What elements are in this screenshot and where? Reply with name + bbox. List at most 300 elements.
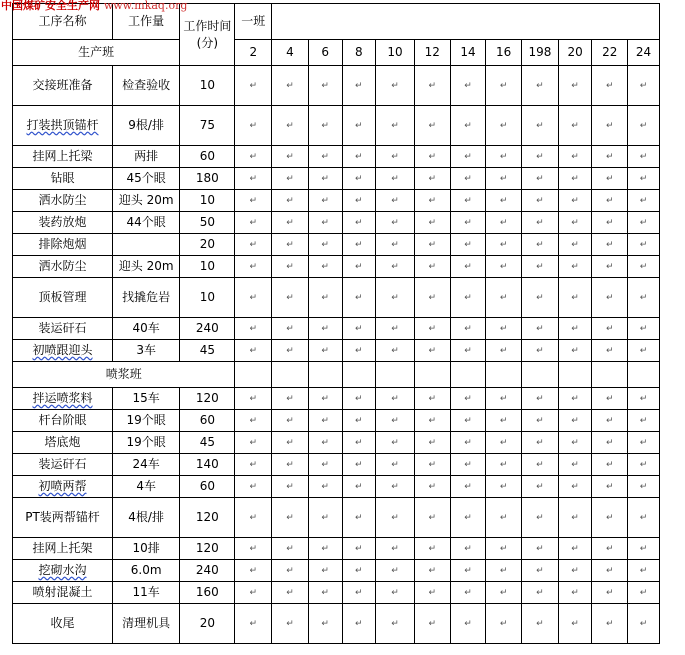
paragraph-mark: ↵ (605, 81, 614, 91)
hour-header-cell: 4 (272, 40, 309, 66)
paragraph-mark: ↵ (605, 513, 614, 523)
schedule-cell (272, 66, 309, 106)
paragraph-mark: ↵ (536, 566, 544, 576)
schedule-cell (558, 190, 592, 212)
paragraph-mark: ↵ (391, 152, 399, 162)
paragraph-mark: ↵ (286, 262, 294, 272)
schedule-cell (592, 106, 628, 146)
task-name-text: 洒水防尘 (38, 193, 87, 207)
paragraph-mark: ↵ (536, 81, 544, 91)
paragraph-mark: ↵ (286, 218, 294, 228)
task-row (13, 560, 660, 582)
paragraph-mark: ↵ (571, 482, 579, 492)
schedule-cell (558, 278, 592, 318)
schedule-cell (308, 318, 342, 340)
task-row (13, 190, 660, 212)
schedule-cell (450, 454, 486, 476)
paragraph-mark: ↵ (536, 174, 544, 184)
schedule-cell (414, 410, 450, 432)
production-shift-row (13, 40, 660, 66)
paragraph-mark: ↵ (391, 262, 399, 272)
task-name (13, 256, 113, 278)
schedule-cell (450, 432, 486, 454)
task-workload: 找撬危岩 (112, 278, 179, 318)
hour-header-cell: 6 (308, 40, 342, 66)
paragraph-mark: ↵ (286, 588, 294, 598)
schedule-cell (272, 432, 309, 454)
schedule-cell (486, 256, 522, 278)
task-name (13, 498, 113, 538)
paragraph-mark: ↵ (499, 566, 508, 576)
task-name (13, 190, 113, 212)
paragraph-mark: ↵ (321, 513, 329, 523)
paragraph-mark: ↵ (321, 262, 329, 272)
schedule-cell (522, 146, 559, 168)
schedule-cell (486, 432, 522, 454)
task-row (13, 476, 660, 498)
schedule-cell (376, 362, 415, 388)
task-name-text: 喷射混凝土 (32, 585, 93, 599)
paragraph-mark: ↵ (391, 394, 399, 404)
header-process-name: 工序名称 (13, 4, 113, 40)
task-time: 160 (180, 582, 235, 604)
paragraph-mark: ↵ (391, 513, 399, 523)
task-time: 60 (180, 410, 235, 432)
paragraph-mark: ↵ (605, 566, 614, 576)
schedule-cell (272, 582, 309, 604)
paragraph-mark: ↵ (428, 619, 437, 629)
schedule-cell (342, 66, 376, 106)
schedule-cell (628, 538, 660, 560)
task-workload: 迎头 20m (112, 256, 179, 278)
task-workload (112, 234, 179, 256)
schedule-cell (272, 454, 309, 476)
paragraph-mark: ↵ (249, 152, 258, 162)
paragraph-mark: ↵ (605, 482, 614, 492)
paragraph-mark: ↵ (464, 346, 472, 356)
paragraph-mark: ↵ (571, 416, 579, 426)
schedule-cell (628, 256, 660, 278)
schedule-cell (272, 106, 309, 146)
schedule-cell (308, 582, 342, 604)
schedule-cell (272, 560, 309, 582)
section-label: 喷浆班 (13, 362, 235, 388)
schedule-cell (450, 388, 486, 410)
paragraph-mark: ↵ (286, 324, 294, 334)
schedule-cell (628, 318, 660, 340)
schedule-cell (628, 454, 660, 476)
paragraph-mark: ↵ (464, 544, 472, 554)
task-row (13, 234, 660, 256)
paragraph-mark: ↵ (499, 460, 508, 470)
paragraph-mark: ↵ (499, 174, 508, 184)
paragraph-mark: ↵ (536, 240, 544, 250)
schedule-cell (414, 106, 450, 146)
task-name (13, 432, 113, 454)
task-time: 240 (180, 560, 235, 582)
task-workload: 检查验收 (112, 66, 179, 106)
paragraph-mark: ↵ (605, 240, 614, 250)
schedule-cell (592, 454, 628, 476)
schedule-cell (308, 410, 342, 432)
hour-header-cell: 2 (235, 40, 272, 66)
schedule-cell (414, 432, 450, 454)
task-row (13, 106, 660, 146)
schedule-cell (414, 498, 450, 538)
paragraph-mark: ↵ (428, 566, 437, 576)
schedule-cell (522, 388, 559, 410)
paragraph-mark: ↵ (391, 196, 399, 206)
paragraph-mark: ↵ (571, 81, 579, 91)
schedule-cell (235, 388, 272, 410)
schedule-cell (450, 256, 486, 278)
paragraph-mark: ↵ (464, 460, 472, 470)
paragraph-mark: ↵ (536, 196, 544, 206)
paragraph-mark: ↵ (249, 513, 258, 523)
task-row (13, 256, 660, 278)
schedule-cell (308, 256, 342, 278)
header-work-time: 工作时间(分) (180, 4, 235, 66)
paragraph-mark: ↵ (639, 262, 648, 272)
paragraph-mark: ↵ (355, 513, 363, 523)
schedule-cell (414, 278, 450, 318)
task-row (13, 146, 660, 168)
paragraph-mark: ↵ (605, 438, 614, 448)
schedule-cell (522, 604, 559, 644)
schedule-cell (592, 538, 628, 560)
paragraph-mark: ↵ (605, 196, 614, 206)
task-name-text: 拌运喷浆料 (32, 391, 93, 405)
paragraph-mark: ↵ (464, 394, 472, 404)
schedule-cell (342, 256, 376, 278)
paragraph-mark: ↵ (355, 81, 363, 91)
schedule-cell (522, 362, 559, 388)
paragraph-mark: ↵ (286, 513, 294, 523)
paragraph-mark: ↵ (249, 262, 258, 272)
paragraph-mark: ↵ (571, 152, 579, 162)
paragraph-mark: ↵ (391, 566, 399, 576)
schedule-cell (272, 234, 309, 256)
schedule-cell (522, 212, 559, 234)
paragraph-mark: ↵ (355, 460, 363, 470)
schedule-cell (235, 476, 272, 498)
paragraph-mark: ↵ (605, 619, 614, 629)
schedule-cell (308, 212, 342, 234)
paragraph-mark: ↵ (321, 324, 329, 334)
paragraph-mark: ↵ (499, 394, 508, 404)
paragraph-mark: ↵ (428, 438, 437, 448)
paragraph-mark: ↵ (571, 196, 579, 206)
schedule-cell (486, 106, 522, 146)
paragraph-mark: ↵ (321, 121, 329, 131)
schedule-cell (342, 560, 376, 582)
schedule-cell (414, 362, 450, 388)
schedule-cell (486, 410, 522, 432)
paragraph-mark: ↵ (391, 174, 399, 184)
schedule-cell (450, 190, 486, 212)
task-workload: 40车 (112, 318, 179, 340)
paragraph-mark: ↵ (571, 438, 579, 448)
schedule-cell (272, 410, 309, 432)
task-name (13, 582, 113, 604)
task-workload: 4车 (112, 476, 179, 498)
schedule-cell (592, 190, 628, 212)
schedule-cell (272, 190, 309, 212)
task-workload: 9根/排 (112, 106, 179, 146)
paragraph-mark: ↵ (639, 81, 648, 91)
schedule-cell (235, 340, 272, 362)
hour-header-cell: 10 (376, 40, 415, 66)
task-row (13, 432, 660, 454)
schedule-cell (342, 476, 376, 498)
task-name (13, 212, 113, 234)
task-row (13, 278, 660, 318)
schedule-cell (450, 560, 486, 582)
task-name (13, 234, 113, 256)
task-workload: 10排 (112, 538, 179, 560)
paragraph-mark: ↵ (249, 588, 258, 598)
hour-header-cell: 198 (522, 40, 559, 66)
paragraph-mark: ↵ (536, 218, 544, 228)
task-time: 45 (180, 340, 235, 362)
schedule-cell (414, 538, 450, 560)
paragraph-mark: ↵ (536, 482, 544, 492)
paragraph-mark: ↵ (639, 240, 648, 250)
paragraph-mark: ↵ (249, 394, 258, 404)
schedule-cell (235, 560, 272, 582)
task-time: 120 (180, 538, 235, 560)
schedule-cell (342, 212, 376, 234)
schedule-cell (486, 560, 522, 582)
schedule-cell (272, 146, 309, 168)
task-time: 240 (180, 318, 235, 340)
paragraph-mark: ↵ (464, 416, 472, 426)
schedule-cell (558, 318, 592, 340)
paragraph-mark: ↵ (286, 416, 294, 426)
task-workload: 迎头 20m (112, 190, 179, 212)
paragraph-mark: ↵ (536, 544, 544, 554)
schedule-cell (235, 234, 272, 256)
paragraph-mark: ↵ (464, 324, 472, 334)
paragraph-mark: ↵ (639, 544, 648, 554)
schedule-cell (342, 106, 376, 146)
task-name-text: 装药放炮 (38, 215, 87, 229)
paragraph-mark: ↵ (464, 438, 472, 448)
paragraph-mark: ↵ (499, 324, 508, 334)
schedule-cell (272, 476, 309, 498)
paragraph-mark: ↵ (249, 324, 258, 334)
schedule-cell (628, 476, 660, 498)
schedule-cell (450, 234, 486, 256)
schedule-cell (628, 388, 660, 410)
schedule-cell (450, 538, 486, 560)
paragraph-mark: ↵ (571, 394, 579, 404)
schedule-cell (342, 582, 376, 604)
paragraph-mark: ↵ (355, 346, 363, 356)
paragraph-mark: ↵ (249, 346, 258, 356)
schedule-cell (342, 190, 376, 212)
task-time: 10 (180, 66, 235, 106)
task-time: 120 (180, 498, 235, 538)
schedule-cell (308, 278, 342, 318)
paragraph-mark: ↵ (286, 482, 294, 492)
paragraph-mark: ↵ (536, 619, 544, 629)
schedule-cell (414, 454, 450, 476)
paragraph-mark: ↵ (321, 619, 329, 629)
paragraph-mark: ↵ (391, 619, 399, 629)
schedule-cell (342, 362, 376, 388)
paragraph-mark: ↵ (464, 121, 472, 131)
paragraph-mark: ↵ (464, 240, 472, 250)
schedule-cell (414, 340, 450, 362)
schedule-cell (558, 582, 592, 604)
paragraph-mark: ↵ (571, 460, 579, 470)
paragraph-mark: ↵ (249, 416, 258, 426)
schedule-cell (450, 212, 486, 234)
schedule-cell (450, 498, 486, 538)
paragraph-mark: ↵ (286, 566, 294, 576)
schedule-cell (376, 582, 415, 604)
schedule-cell (592, 168, 628, 190)
schedule-cell (592, 560, 628, 582)
paragraph-mark: ↵ (391, 482, 399, 492)
schedule-cell (376, 538, 415, 560)
paragraph-mark: ↵ (321, 152, 329, 162)
paragraph-mark: ↵ (391, 81, 399, 91)
paragraph-mark: ↵ (571, 513, 579, 523)
task-row (13, 212, 660, 234)
paragraph-mark: ↵ (321, 81, 329, 91)
schedule-cell (235, 212, 272, 234)
schedule-cell (450, 146, 486, 168)
schedule-cell (235, 498, 272, 538)
task-workload: 清理机具 (112, 604, 179, 644)
schedule-cell (235, 278, 272, 318)
schedule-cell (376, 168, 415, 190)
watermark-url: www.mkaq.org (103, 0, 188, 12)
paragraph-mark: ↵ (464, 262, 472, 272)
paragraph-mark: ↵ (639, 152, 648, 162)
task-name-text: 挂网上托架 (32, 541, 93, 555)
paragraph-mark: ↵ (428, 346, 437, 356)
schedule-cell (486, 190, 522, 212)
paragraph-mark: ↵ (286, 196, 294, 206)
schedule-cell (628, 582, 660, 604)
paragraph-mark: ↵ (355, 619, 363, 629)
schedule-cell (522, 538, 559, 560)
schedule-cell (342, 388, 376, 410)
task-name (13, 278, 113, 318)
paragraph-mark: ↵ (355, 152, 363, 162)
paragraph-mark: ↵ (464, 619, 472, 629)
schedule-cell (414, 212, 450, 234)
paragraph-mark: ↵ (286, 81, 294, 91)
paragraph-mark: ↵ (391, 218, 399, 228)
hour-header-cell: 14 (450, 40, 486, 66)
schedule-cell (628, 432, 660, 454)
task-name (13, 146, 113, 168)
schedule-cell (522, 106, 559, 146)
task-time: 180 (180, 168, 235, 190)
schedule-cell (376, 278, 415, 318)
hour-header-cell: 8 (342, 40, 376, 66)
watermark-site: 中国煤矿安全生产网 (1, 0, 100, 12)
paragraph-mark: ↵ (536, 121, 544, 131)
schedule-cell (486, 146, 522, 168)
schedule-cell (628, 560, 660, 582)
task-row (13, 168, 660, 190)
paragraph-mark: ↵ (464, 174, 472, 184)
schedule-cell (592, 476, 628, 498)
production-shift-label: 生产班 (13, 40, 180, 66)
schedule-cell (235, 318, 272, 340)
schedule-cell (342, 432, 376, 454)
schedule-cell (376, 476, 415, 498)
paragraph-mark: ↵ (639, 513, 648, 523)
paragraph-mark: ↵ (571, 346, 579, 356)
paragraph-mark: ↵ (249, 218, 258, 228)
schedule-cell (558, 340, 592, 362)
paragraph-mark: ↵ (286, 394, 294, 404)
schedule-cell (522, 168, 559, 190)
schedule-cell (486, 582, 522, 604)
schedule-cell (628, 498, 660, 538)
schedule-cell (522, 318, 559, 340)
schedule-cell (558, 388, 592, 410)
paragraph-mark: ↵ (321, 544, 329, 554)
schedule-cell (414, 234, 450, 256)
task-name-text: 挖砌水沟 (38, 563, 87, 577)
schedule-cell (592, 604, 628, 644)
task-row (13, 388, 660, 410)
paragraph-mark: ↵ (464, 513, 472, 523)
schedule-cell (450, 66, 486, 106)
schedule-cell (558, 538, 592, 560)
task-name-text: 挂网上托梁 (32, 149, 93, 163)
schedule-cell (486, 318, 522, 340)
table-body (13, 4, 660, 644)
paragraph-mark: ↵ (499, 588, 508, 598)
paragraph-mark: ↵ (391, 324, 399, 334)
schedule-cell (486, 476, 522, 498)
paragraph-mark: ↵ (391, 346, 399, 356)
schedule-cell (308, 476, 342, 498)
task-name-text: 塔底炮 (44, 435, 81, 449)
paragraph-mark: ↵ (639, 394, 648, 404)
paragraph-mark: ↵ (536, 293, 544, 303)
paragraph-mark: ↵ (499, 121, 508, 131)
paragraph-mark: ↵ (249, 566, 258, 576)
paragraph-mark: ↵ (391, 460, 399, 470)
paragraph-mark: ↵ (249, 544, 258, 554)
hour-header-cell: 12 (414, 40, 450, 66)
schedule-cell (486, 168, 522, 190)
task-workload: 15车 (112, 388, 179, 410)
schedule-cell (414, 476, 450, 498)
paragraph-mark: ↵ (286, 174, 294, 184)
task-workload: 4根/排 (112, 498, 179, 538)
paragraph-mark: ↵ (249, 174, 258, 184)
paragraph-mark: ↵ (571, 121, 579, 131)
paragraph-mark: ↵ (249, 438, 258, 448)
schedule-cell (592, 256, 628, 278)
paragraph-mark: ↵ (321, 588, 329, 598)
paragraph-mark: ↵ (639, 196, 648, 206)
schedule-cell (235, 362, 272, 388)
schedule-cell (308, 604, 342, 644)
paragraph-mark: ↵ (639, 218, 648, 228)
paragraph-mark: ↵ (391, 438, 399, 448)
